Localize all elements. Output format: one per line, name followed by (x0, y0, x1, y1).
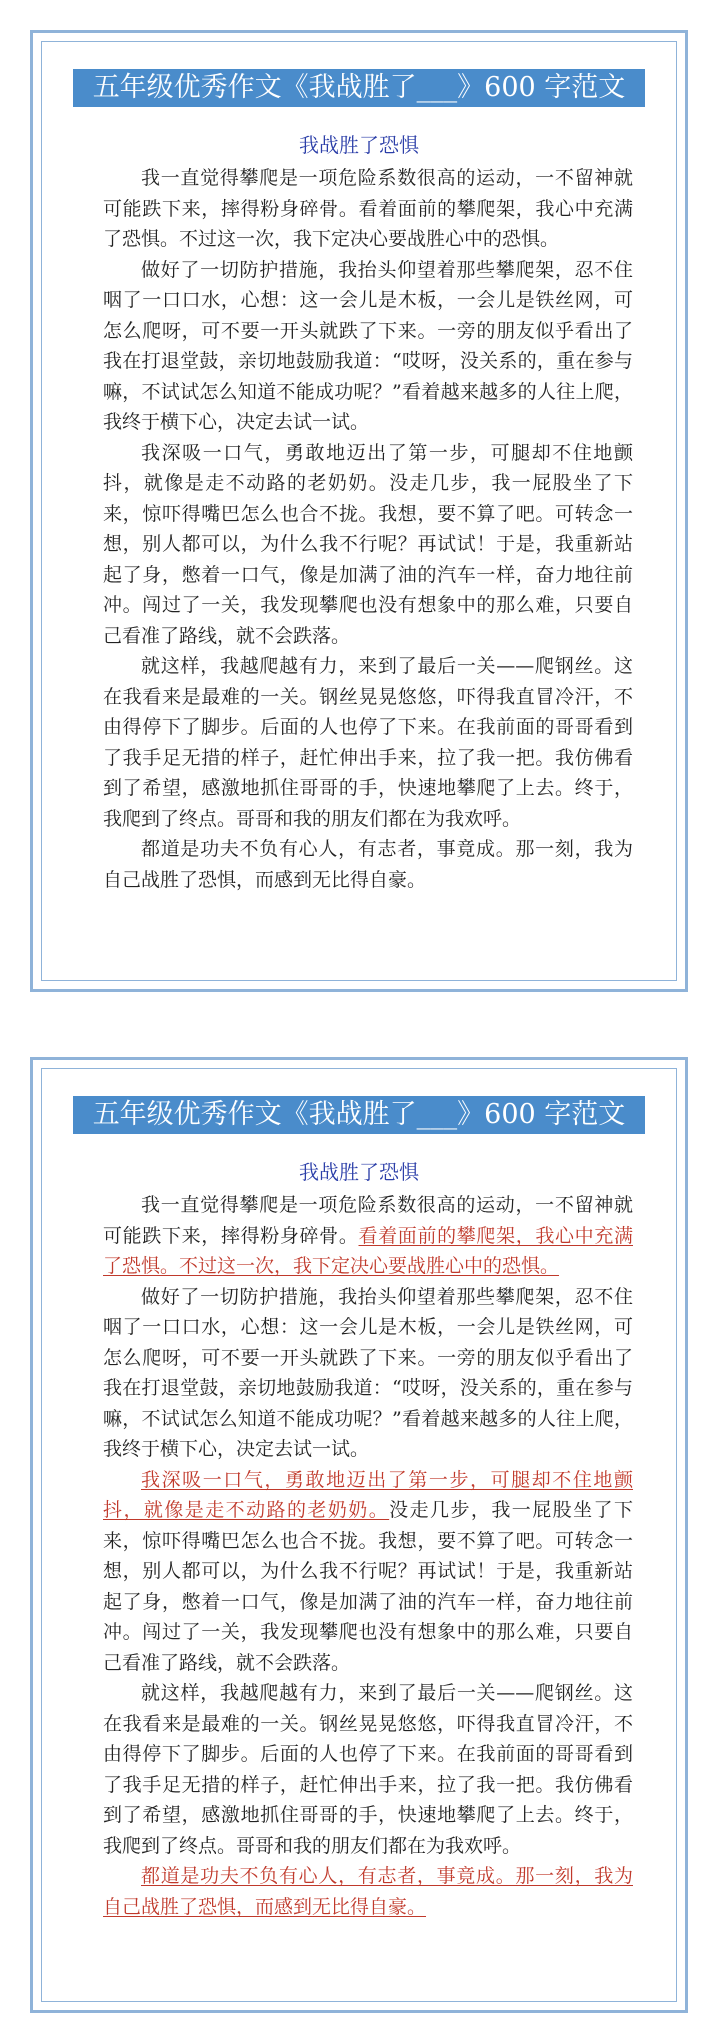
essay-card (30, 30, 688, 992)
essay-paragraph (103, 651, 633, 834)
banner-title: 五年级优秀作文《我战胜了___》600 字范文 (73, 1096, 645, 1134)
essay-paragraph (103, 834, 633, 895)
essay-paragraph (103, 438, 633, 652)
essay-body (103, 163, 633, 895)
paragraph-text: 我一直觉得攀爬是一项危险系数很高的运动，一不留神就可能跌下来，摔得粉身碎骨。看着面前的攀爬架，我心中充满了恐惧。不过这一次，我下定决心要战胜心中的恐惧。 (103, 167, 633, 250)
essay-body (103, 1190, 633, 1922)
essay-paragraph (103, 1861, 633, 1922)
essay-paragraph (103, 1190, 633, 1282)
essay-paragraph (103, 1678, 633, 1861)
highlighted-sentence: 我深吸一口气，勇敢地迈出了第一步，可腿却不住地颤抖，就像是走不动路的老奶奶。 (103, 1468, 633, 1521)
highlighted-sentence: 看着面前的攀爬架，我心中充满了恐惧。不过这一次，我下定决心要战胜心中的恐惧。 (103, 1224, 633, 1277)
paragraph-text: 没走几步，我一屁股坐了下来，惊吓得嘴巴怎么也合不拢。我想，要不算了吧。可转念一想，别人都可以，为什么我不行呢？再试试！于是，我重新站起了身，憋着一口气，像是加满了油的汽车一样，奋力地往前冲。闯过了一关，我发现攀爬也没有想象中的那么难，只要自己看准了路线，就不会跌落。 (103, 1499, 633, 1674)
paragraph-text: 都道是功夫不负有心人，有志者，事竟成。那一刻，我为自己战胜了恐惧，而感到无比得自豪。 (103, 838, 633, 891)
paragraph-text: 就这样，我越爬越有力，来到了最后一关——爬钢丝。这在我看来是最难的一关。钢丝晃晃悠悠，吓得我直冒冷汗，不由得停下了脚步。后面的人也停了下来。在我前面的哥哥看到了我手足无措的样子，赶忙伸出手来，拉了我一把。我仿佛看到了希望，感激地抓住哥哥的手，快速地攀爬了上去。终于，我爬到了终点。哥哥和我的朋友们都在为我欢呼。 (103, 655, 633, 830)
paragraph-text: 就这样，我越爬越有力，来到了最后一关——爬钢丝。这在我看来是最难的一关。钢丝晃晃悠悠，吓得我直冒冷汗，不由得停下了脚步。后面的人也停了下来。在我前面的哥哥看到了我手足无措的样子，赶忙伸出手来，拉了我一把。我仿佛看到了希望，感激地抓住哥哥的手，快速地攀爬了上去。终于，我爬到了终点。哥哥和我的朋友们都在为我欢呼。 (103, 1682, 633, 1857)
highlighted-sentence: 都道是功夫不负有心人，有志者，事竟成。那一刻，我为自己战胜了恐惧，而感到无比得自豪。 (103, 1865, 633, 1918)
annotated-essay-card (30, 1057, 688, 2013)
essay-paragraph (103, 1465, 633, 1679)
paragraph-text: 做好了一切防护措施，我抬头仰望着那些攀爬架，忍不住咽了一口口水，心想：这一会儿是木板，一会儿是铁丝网，可怎么爬呀，可不要一开头就跌了下来。一旁的朋友似乎看出了我在打退堂鼓，亲切地鼓励我道：“哎呀，没关系的，重在参与嘛，不试试怎么知道不能成功呢？”看着越来越多的人往上爬，我终于横下心，决定去试一试。 (103, 258, 633, 433)
paragraph-text: 做好了一切防护措施，我抬头仰望着那些攀爬架，忍不住咽了一口口水，心想：这一会儿是木板，一会儿是铁丝网，可怎么爬呀，可不要一开头就跌了下来。一旁的朋友似乎看出了我在打退堂鼓，亲切地鼓励我道：“哎呀，没关系的，重在参与嘛，不试试怎么知道不能成功呢？”看着越来越多的人往上爬，我终于横下心，决定去试一试。 (103, 1285, 633, 1460)
essay-title: 我战胜了恐惧 (299, 1160, 419, 1184)
essay-paragraph (103, 255, 633, 438)
essay-title: 我战胜了恐惧 (299, 133, 419, 157)
paragraph-text: 我深吸一口气，勇敢地迈出了第一步，可腿却不住地颤抖，就像是走不动路的老奶奶。没走几步，我一屁股坐了下来，惊吓得嘴巴怎么也合不拢。我想，要不算了吧。可转念一想，别人都可以，为什么我不行呢？再试试！于是，我重新站起了身，憋着一口气，像是加满了油的汽车一样，奋力地往前冲。闯过了一关，我发现攀爬也没有想象中的那么难，只要自己看准了路线，就不会跌落。 (103, 441, 633, 647)
essay-paragraph (103, 1282, 633, 1465)
essay-paragraph (103, 163, 633, 255)
paragraph-text: 我一直觉得攀爬是一项危险系数很高的运动，一不留神就可能跌下来，摔得粉身碎骨。 (103, 1194, 633, 1247)
banner-title: 五年级优秀作文《我战胜了___》600 字范文 (73, 69, 645, 107)
